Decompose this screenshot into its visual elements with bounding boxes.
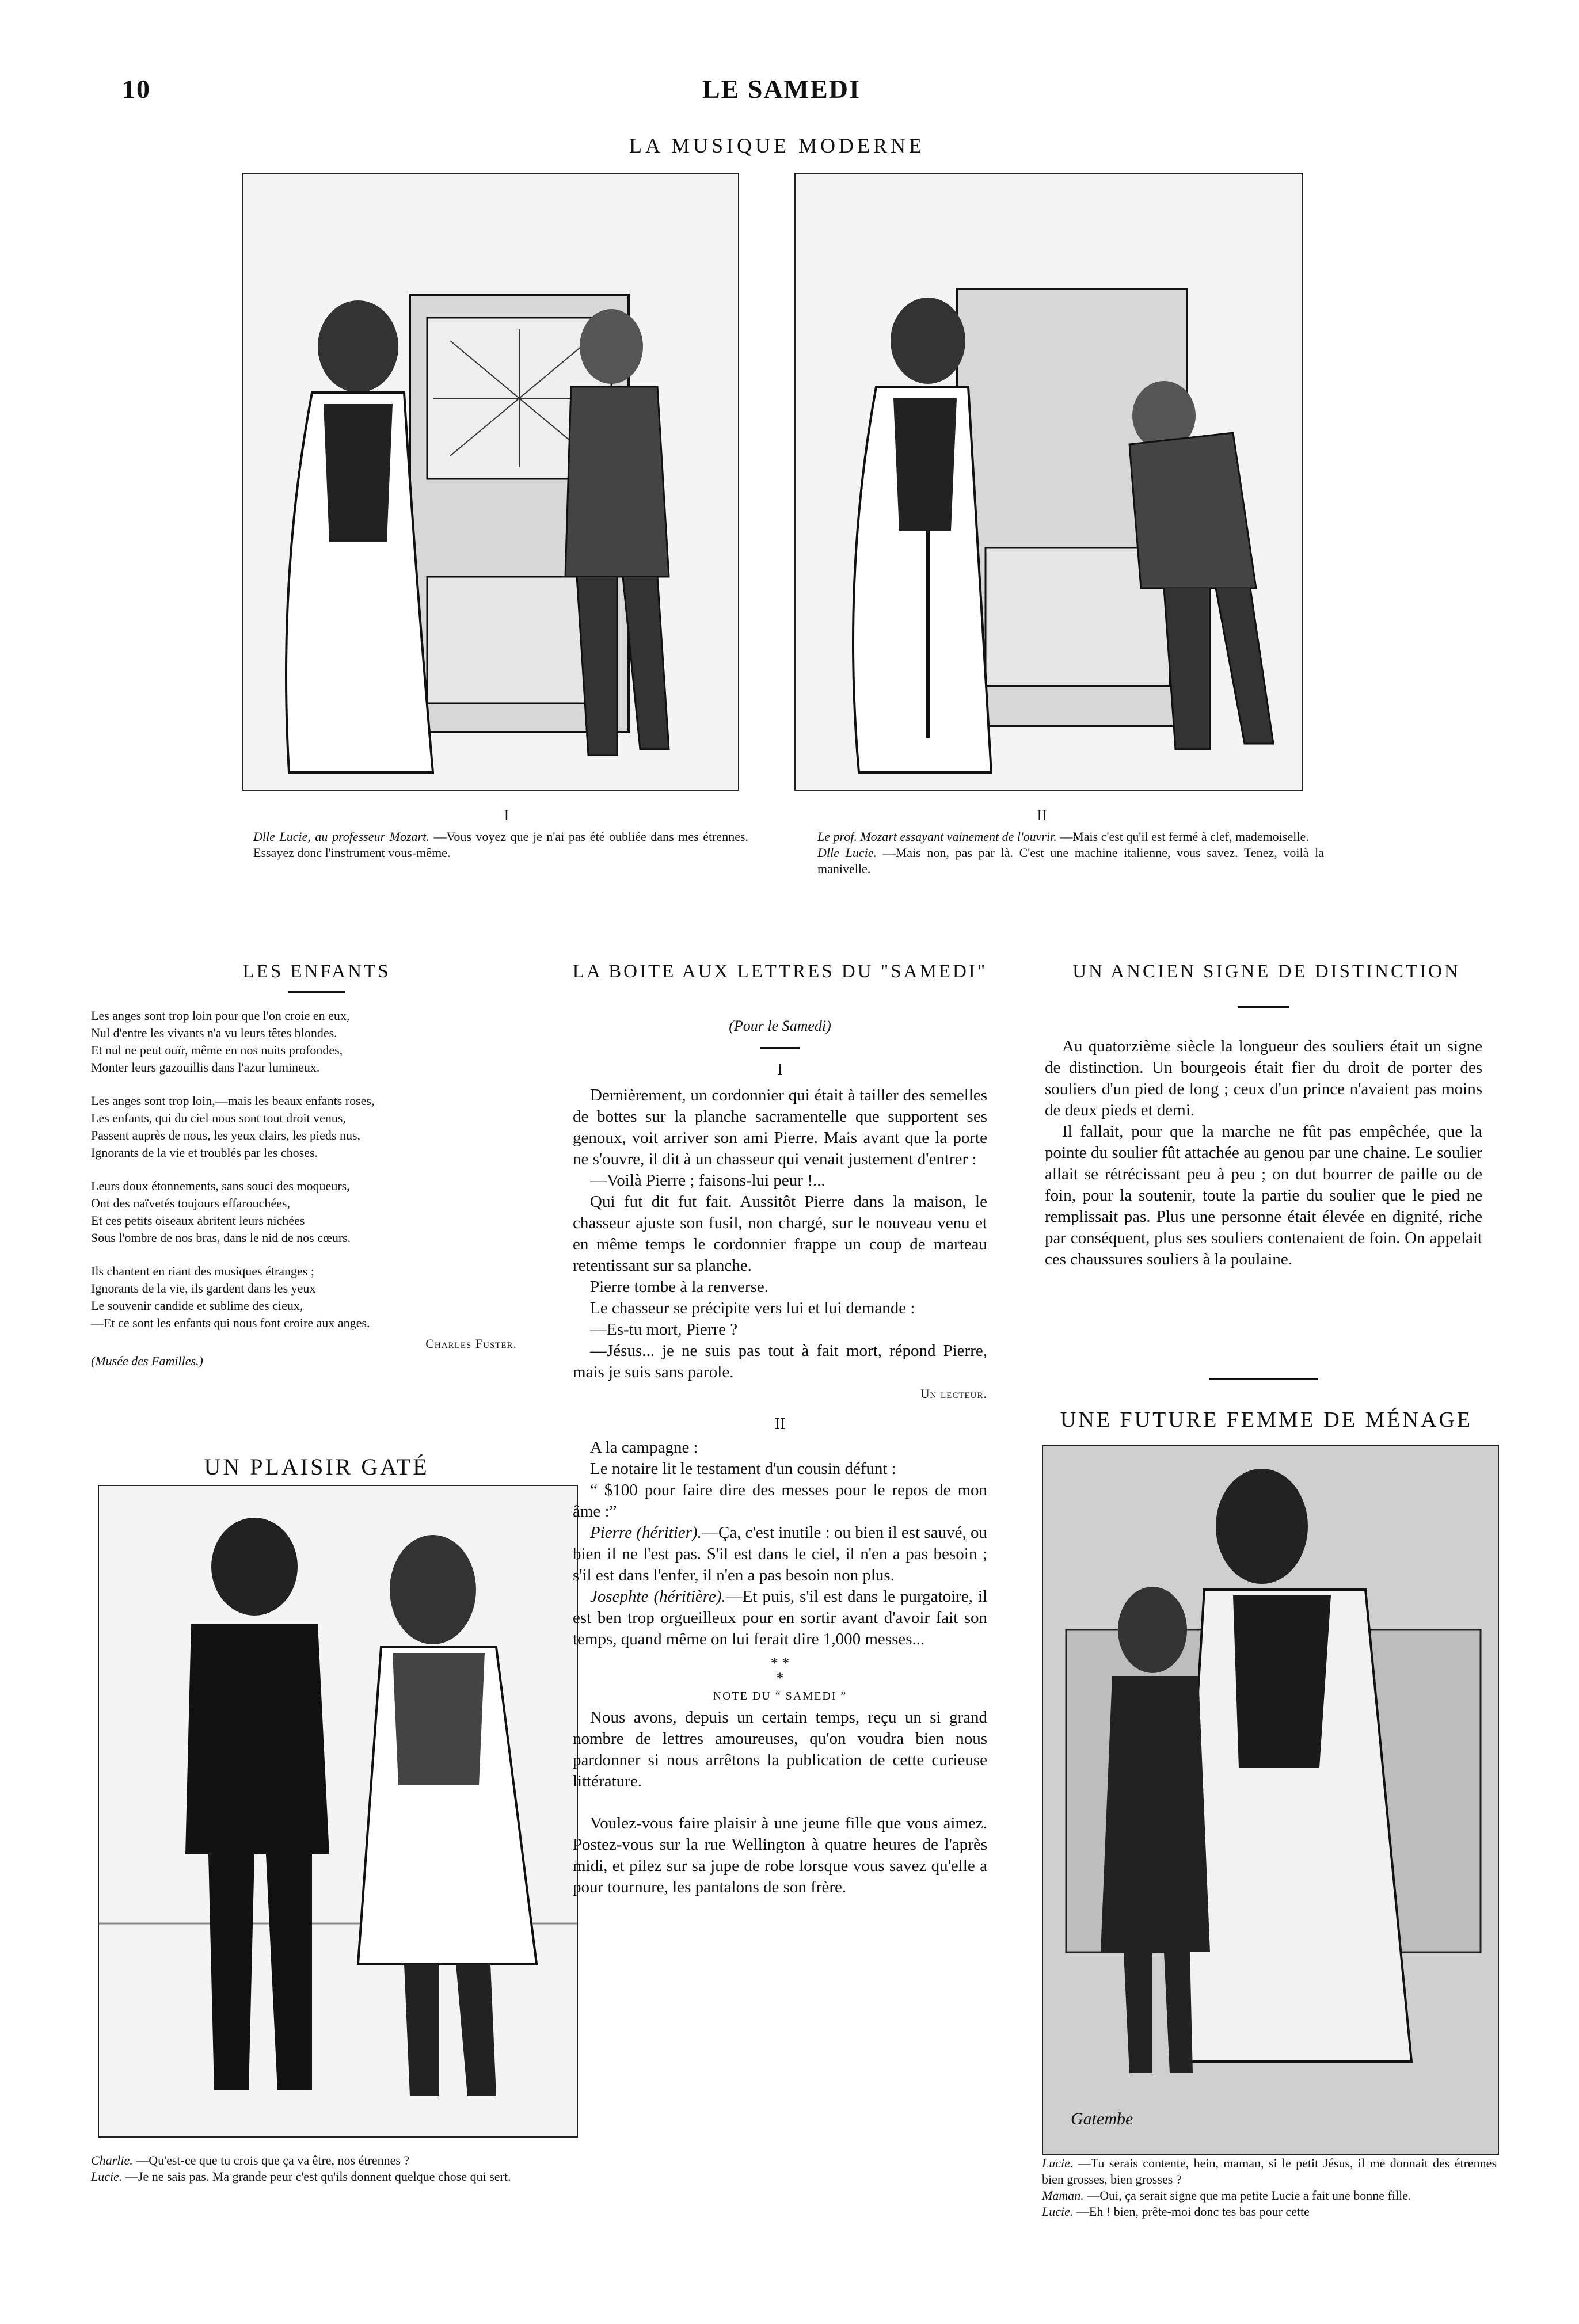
cartoon-panel-2-illustration [794, 173, 1303, 791]
lucie-line: —Tu serais contente, hein, maman, si le petit Jésus, il me donnait des étrennes bien grosses, bien grosses ? [1042, 2156, 1497, 2186]
paragraph: Qui fut dit fut fait. Aussitôt Pierre dans la maison, le chasseur ajuste son fusil, non chargé, sur le nouveau venu et en même temps le cordonnier frappe un coup de marteau retentissant sur sa planche. [573, 1193, 987, 1275]
lucie-speaker-2: Lucie. [1042, 2204, 1074, 2219]
panel-2-speaker-2: Dlle Lucie. [817, 845, 877, 860]
maman-line: —Oui, ça serait signe que ma petite Lucie a fait une bonne fille. [1087, 2188, 1411, 2203]
paragraph: Pierre tombe à la renverse. [590, 1278, 768, 1296]
stanza-1 [91, 1007, 517, 1076]
title-rule [760, 1047, 800, 1049]
stars-separator: * * * [770, 1655, 790, 1686]
ancien-signe-title: UN ANCIEN SIGNE DE DISTINCTION [1072, 961, 1460, 982]
pierre-text: —Ça, c'est inutile : ou bien il est sauvé, ou bien il ne l'est pas. S'il est dans le ciel, il n'en a pas besoin ; s'il est dans l'enfer, il n'en a pas besoin non plus. [573, 1523, 987, 1584]
josephte-label: Josephte (héritière). [590, 1587, 726, 1606]
poem-source: (Musée des Familles.) [91, 1354, 203, 1368]
stanza-4 [91, 1263, 517, 1332]
panel-2-text: —Mais c'est qu'il est fermé à clef, mademoiselle. [1060, 829, 1309, 844]
cartoon-panel-1-illustration [242, 173, 739, 791]
panel-1-numeral: I [504, 807, 509, 824]
stanza-2 [91, 1092, 517, 1161]
charlie-speaker: Charlie. [91, 2153, 133, 2167]
poem-line: Sous l'ombre de nos bras, dans le nid de nos cœurs. [91, 1230, 351, 1245]
paragraph: Voulez-vous faire plaisir à une jeune fille que vous aimez. Postez-vous sur la rue Wellington à quatre heures de l'après midi, et pilez sur sa jupe de robe lorsque vous savez qu'elle a pour tournure, les pantalons de son frère. [573, 1814, 987, 1896]
poem-line: Ignorants de la vie, ils gardent dans les yeux [91, 1281, 316, 1296]
paragraph: A la campagne : [590, 1438, 698, 1457]
paragraph [573, 1522, 987, 1586]
paragraph: Nous avons, depuis un certain temps, reçu un si grand nombre de lettres amoureuses, qu'on voudra bien nous pardonner si nous arrêtons la publication de cette curieuse littérature. [573, 1708, 987, 1790]
ancien-column [1045, 1036, 1482, 1270]
poem-line: Et nul ne peut ouïr, même en nos nuits profondes, [91, 1043, 343, 1057]
boite-column [573, 1059, 987, 1898]
poem-author: Charles Fuster. [425, 1336, 517, 1351]
panel-2-speaker: Le prof. Mozart essayant vainement de l'ouvrir. [817, 829, 1057, 844]
paragraph: Au quatorzième siècle la longueur des souliers était un signe de distinction. Un bourgeois était fier du droit de porter des souliers d'un pied de long ; ceux d'un prince n'avaient pas moins de deux pieds et demi. [1045, 1037, 1482, 1119]
les-enfants-poem [91, 1007, 517, 1370]
poem-line: Les enfants, qui du ciel nous sont tout droit venus, [91, 1111, 346, 1125]
future-femme-title: UNE FUTURE FEMME DE MÉNAGE [1060, 1408, 1473, 1432]
section-numeral: I [777, 1061, 783, 1079]
poem-line: Ont des naïvetés toujours effarouchées, [91, 1196, 290, 1210]
poem-line: Ignorants de la vie et troublés par les choses. [91, 1145, 318, 1160]
poem-line: Les anges sont trop loin pour que l'on croie en eux, [91, 1008, 350, 1023]
note-title: NOTE DU “ SAMEDI ” [713, 1690, 847, 1702]
poem-line: Passent auprès de nous, les yeux clairs, les pieds nus, [91, 1128, 361, 1142]
section-numeral: II [774, 1415, 786, 1433]
lucie-speaker: Lucie. [1042, 2156, 1074, 2170]
plaisir-gate-caption [91, 2152, 580, 2185]
lucie-line-2: —Eh ! bien, prête-moi donc tes bas pour cette [1076, 2204, 1310, 2219]
title-rule [288, 991, 345, 993]
stanza-3 [91, 1178, 517, 1247]
future-femme-illustration [1042, 1445, 1499, 2155]
paragraph: Le chasseur se précipite vers lui et lui demande : [590, 1299, 915, 1317]
poem-line: Leurs doux étonnements, sans souci des moqueurs, [91, 1179, 350, 1193]
boite-aux-lettres-title: LA BOITE AUX LETTRES DU "SAMEDI" [572, 961, 988, 982]
page-number: 10 [122, 74, 151, 104]
maman-speaker: Maman. [1042, 2188, 1084, 2203]
panel-2-caption [817, 829, 1324, 877]
josephte-text: —Et puis, s'il est dans le purgatoire, il est ben trop orgueilleux pour en sortir avant d'avoir fait son temps, quand même on lui ferait dire 1,000 messes... [573, 1587, 987, 1648]
pierre-label: Pierre (héritier). [590, 1523, 702, 1542]
poem-line: Nul d'entre les vivants n'a vu leurs têtes blondes. [91, 1026, 337, 1040]
poem-line: Le souvenir candide et sublime des cieux, [91, 1298, 303, 1313]
title-rule [1238, 1006, 1289, 1008]
paragraph [573, 1586, 987, 1650]
paragraph: Le notaire lit le testament d'un cousin défunt : [590, 1460, 896, 1478]
journal-title: LE SAMEDI [702, 74, 861, 104]
les-enfants-title: LES ENFANTS [242, 961, 391, 982]
poem-line: —Et ce sont les enfants qui nous font croire aux anges. [91, 1316, 370, 1330]
panel-2-text-2: —Mais non, pas par là. C'est une machine italienne, vous savez. Tenez, voilà la manivelle. [817, 845, 1324, 876]
un-plaisir-gate-title: UN PLAISIR GATÉ [204, 1454, 429, 1480]
paragraph: —Es-tu mort, Pierre ? [590, 1320, 738, 1339]
poem-line: Et ces petits oiseaux abritent leurs nichées [91, 1213, 305, 1228]
cartoon-title: LA MUSIQUE MODERNE [629, 134, 925, 157]
future-femme-caption [1042, 2155, 1497, 2220]
panel-1-speaker: Dlle Lucie, au professeur Mozart. [253, 829, 429, 844]
boite-subtitle: (Pour le Samedi) [729, 1018, 831, 1034]
paragraph: Dernièrement, un cordonnier qui était à tailler des semelles de bottes sur la planche sacramentelle que supportent ses genoux, voit arriver son ami Pierre. Mais avant que la porte ne s'ouvre, il dit à un chasseur qui venait justement d'entrer : [573, 1086, 987, 1168]
lucie-line: —Je ne sais pas. Ma grande peur c'est qu'ils donnent quelque chose qui sert. [125, 2169, 511, 2184]
panel-1-text: —Vous voyez que je n'ai pas été oubliée dans mes étrennes. Essayez donc l'instrument vous-même. [253, 829, 749, 860]
poem-line: Monter leurs gazouillis dans l'azur lumineux. [91, 1060, 320, 1075]
panel-2-numeral: II [1037, 807, 1047, 824]
section-rule [1209, 1378, 1318, 1380]
signature: Un lecteur. [920, 1386, 987, 1401]
illustration-signature: Gatembe [1071, 2109, 1133, 2128]
lucie-speaker: Lucie. [91, 2169, 123, 2184]
paragraph: —Voilà Pierre ; faisons-lui peur !... [590, 1171, 825, 1190]
paragraph: “ $100 pour faire dire des messes pour le repos de mon âme :” [573, 1481, 987, 1521]
poem-line: Ils chantent en riant des musiques étranges ; [91, 1264, 314, 1278]
poem-line: Les anges sont trop loin,—mais les beaux enfants roses, [91, 1094, 375, 1108]
panel-1-caption [253, 829, 748, 861]
paragraph: —Jésus... je ne suis pas tout à fait mort, répond Pierre, mais je suis sans parole. [573, 1342, 987, 1381]
paragraph: Il fallait, pour que la marche ne fût pas empêchée, que la pointe du soulier fût attachée au genou par une chaine. Le soulier allait se rétrécissant peu à peu ; on dut bourrer de paille ou de foin, pour la soutenir, toute la partie du soulier que le pied ne remplissait pas. Plus une personne était élevée en dignité, riche par conséquent, plus ses souliers contenaient de foin. On appelait ces chaussures souliers à la poulaine. [1045, 1122, 1482, 1268]
charlie-line: —Qu'est-ce que tu crois que ça va être, nos étrennes ? [136, 2153, 410, 2167]
plaisir-gate-illustration [98, 1485, 578, 2138]
